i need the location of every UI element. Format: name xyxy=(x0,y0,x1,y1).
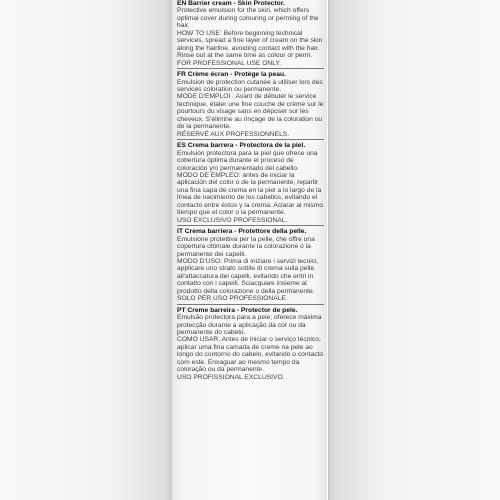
professional-it: SOLO PER USO PROFESSIONALE. xyxy=(177,295,288,303)
paragraph-pt xyxy=(177,307,324,337)
body-fr: Emulsion de protection cutanée à utiliser lors des services coloration ou permanente. xyxy=(177,78,323,93)
paragraph-es xyxy=(177,142,324,172)
professional-en: FOR PROFESSIONAL USE ONLY. xyxy=(177,59,281,67)
section-it xyxy=(177,228,324,303)
how-to-use-es: MODO DE EMPLEO: antes de iniciar la aplicación del color o de la permanente, repartir una fina capa de crema en la piel a lo largo de la línea de nacimiento de los cabellos, evitando el contacto entre éstos y la crema. Aclarar al mismo tiempo que el color o la permanente. xyxy=(177,171,324,217)
professional-es: USO EXCLUSIVO PROFESSIONAL. xyxy=(177,216,288,224)
heading-en: EN Barrier cream - Skin Protector. xyxy=(177,0,285,7)
section-pt xyxy=(177,307,324,382)
body-es: Emulsión protectora para la piel que ofrece una cobertura óptima durante el proceso de coloración y/o permanentado del cabello. xyxy=(177,149,318,172)
body-pt: Emulsão protectora para a pele; oferece máxima protecção durante a aplicação da cor ou da permanente do cabelo. xyxy=(177,314,322,337)
how-to-use-it: MODO D'USO: Prima di iniziare i servizi tecnici, applicare uno strato sottile di crema sulla pelle all'attaccatura dei capelli, evitando che entri in contatto con i capelli. Sciacquare insieme al prodotto della colorazione o della permanente. xyxy=(177,257,319,295)
product-tube xyxy=(172,0,327,500)
professional-pt: USO PROFISSIONAL EXCLUSIVO. xyxy=(177,373,285,381)
product-label-text xyxy=(177,0,324,381)
how-to-use-fr: MODE D'EMPLOI : Avant de débuter le service technique, étaler une fine couche de crème sur le pourtours du visage sans en déposer sur les cheveux. S'élimine au rinçage de la coloration ou de la permanente. xyxy=(177,93,324,131)
how-to-use-pt: COMO USAR: Antes de iniciar o serviço técnico, aplicar uma fina camada de creme na pele ao longo do contorno do cabelo, evitando o contacto com este. Enxaguar ao mesmo tempo da coloração ou da permanente. xyxy=(177,336,324,374)
divider xyxy=(177,68,324,69)
body-en: Protective emulsion for the skin, which offers optimal cover during colouring or perming of the hair. xyxy=(177,7,319,30)
heading-es: ES Crema barrera - Protectora de la piel. xyxy=(177,142,306,150)
heading-fr: FR Crème écran - Protège la peau. xyxy=(177,71,286,79)
professional-fr: RÉSERVÉ AUX PROFESSIONNELS. xyxy=(177,130,290,138)
heading-it: IT Crema barriera - Protettore della pelle. xyxy=(177,228,307,236)
section-en xyxy=(177,0,324,67)
background-left xyxy=(0,0,172,500)
paragraph-it xyxy=(177,228,324,258)
heading-pt: PT Creme barreira - Protector de pele. xyxy=(177,306,298,314)
section-fr xyxy=(177,71,324,138)
divider xyxy=(177,139,324,140)
divider xyxy=(177,304,324,305)
how-to-use-en: HOW TO USE: Before beginning technical services, spread a fine layer of cream on the skin along the hairline, avoiding contact with the hair. Rinse out at the same time as colour or perm. xyxy=(177,29,323,60)
body-it: Emulsione protettiva per la pelle, che offre una copertura ottimale durante la colorazione o la permanente dei capelli. xyxy=(177,235,315,258)
background-right xyxy=(328,0,500,500)
section-es xyxy=(177,142,324,224)
divider xyxy=(177,225,324,226)
